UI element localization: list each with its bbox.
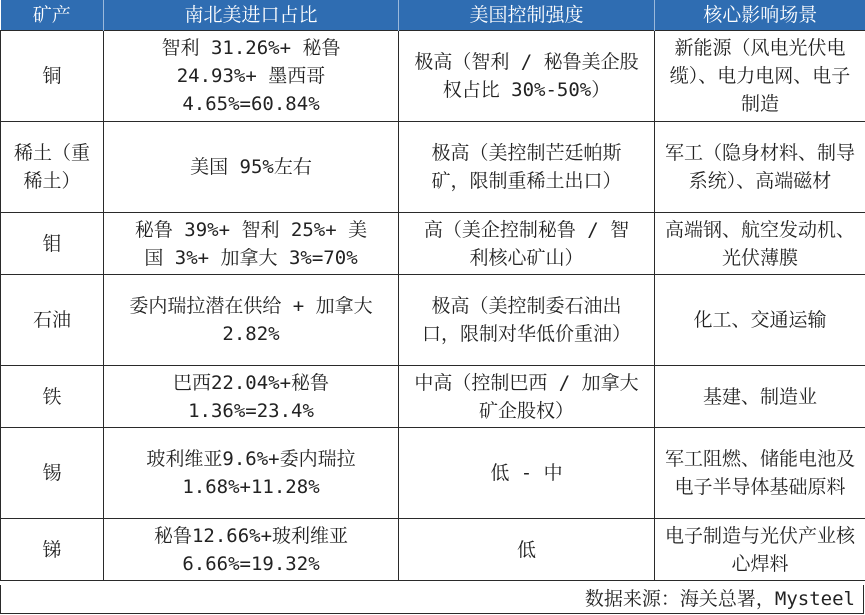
cell-mineral [1, 213, 104, 275]
header-row [1, 0, 865, 31]
cell-scenario [655, 31, 865, 122]
cell-mineral [1, 428, 104, 519]
scenario-text: 电子制造与光伏产业核心焊料 [665, 524, 856, 575]
cell-share [104, 31, 399, 122]
cell-scenario [655, 519, 865, 581]
table-row [1, 428, 865, 519]
import-share-text: 巴西22.04%+秘鲁1.36%=23.4% [172, 371, 330, 422]
mineral-name: 稀土（重稀土） [13, 142, 90, 192]
scenario-text: 军工（隐身材料、制导系统）、高端磁材 [665, 142, 856, 192]
control-text: 极高（美控制芒廷帕斯矿，限制重稀土出口） [431, 142, 622, 192]
cell-scenario [655, 366, 865, 428]
cell-control [399, 31, 655, 122]
header-scenario: 核心影响场景 [655, 0, 865, 31]
cell-scenario [655, 122, 865, 213]
table-row [1, 31, 865, 122]
scenario-text: 基建、制造业 [702, 385, 817, 408]
mineral-name: 石油 [32, 309, 71, 331]
cell-mineral [1, 31, 104, 122]
table-row [1, 366, 865, 428]
control-text: 高（美企控制秘鲁 / 智利核心矿山） [423, 218, 630, 269]
control-text: 中高（控制巴西 / 加拿大矿企股权） [414, 371, 639, 422]
mineral-name: 铁 [42, 385, 62, 408]
cell-share [104, 122, 399, 213]
mineral-name: 铜 [42, 65, 62, 87]
cell-mineral [1, 275, 104, 366]
cell-control [399, 366, 655, 428]
import-share-text: 玻利维亚9.6%+委内瑞拉1.68%+11.28% [146, 448, 356, 498]
import-share-text: 美国 95%左右 [190, 156, 312, 178]
cell-scenario [655, 275, 865, 366]
cell-scenario [655, 213, 865, 275]
control-text: 低 [516, 538, 536, 561]
cell-control [399, 428, 655, 519]
scenario-text: 新能源（风电光伏电缆）、电力电网、电子制造 [669, 37, 851, 115]
scenario-text: 军工阻燃、储能电池及电子半导体基础原料 [665, 448, 856, 498]
cell-share [104, 428, 399, 519]
control-text: 极高（智利 / 秘鲁美企股权占比 30%-50%） [414, 51, 639, 101]
cell-share [104, 275, 399, 366]
cell-control [399, 275, 655, 366]
cell-share [104, 213, 399, 275]
header-mineral: 矿产 [1, 0, 104, 31]
header-us-control: 美国控制强度 [399, 0, 655, 31]
scenario-text: 化工、交通运输 [693, 309, 827, 331]
cell-control [399, 519, 655, 581]
import-share-text: 委内瑞拉潜在供给 + 加拿大 2.82% [129, 295, 373, 345]
mineral-name: 钼 [42, 232, 62, 255]
cell-mineral [1, 122, 104, 213]
cell-mineral [1, 519, 104, 581]
import-share-text: 秘鲁 39%+ 智利 25%+ 美国 3%+ 加拿大 3%=70% [134, 218, 368, 269]
scenario-text: 高端钢、航空发动机、光伏薄膜 [665, 218, 856, 269]
cell-control [399, 122, 655, 213]
cell-scenario [655, 428, 865, 519]
import-share-text: 智利 31.26%+ 秘鲁 24.93%+ 墨西哥 4.65%=60.84% [161, 37, 341, 115]
source-note: 数据来源：海关总署，Mysteel [0, 585, 864, 614]
table-row [1, 213, 865, 275]
table-row [1, 275, 865, 366]
header-import-share: 南北美进口占比 [104, 0, 399, 31]
mineral-name: 锑 [42, 538, 62, 561]
control-text: 极高（美控制委石油出口，限制对华低价重油） [421, 295, 631, 345]
table-row [1, 122, 865, 213]
cell-mineral [1, 366, 104, 428]
cell-control [399, 213, 655, 275]
cell-share [104, 366, 399, 428]
cell-share [104, 519, 399, 581]
table-row [1, 519, 865, 581]
import-share-text: 秘鲁12.66%+玻利维亚6.66%=19.32% [153, 524, 349, 575]
control-text: 低 - 中 [490, 462, 563, 484]
mineral-name: 锡 [42, 462, 62, 484]
